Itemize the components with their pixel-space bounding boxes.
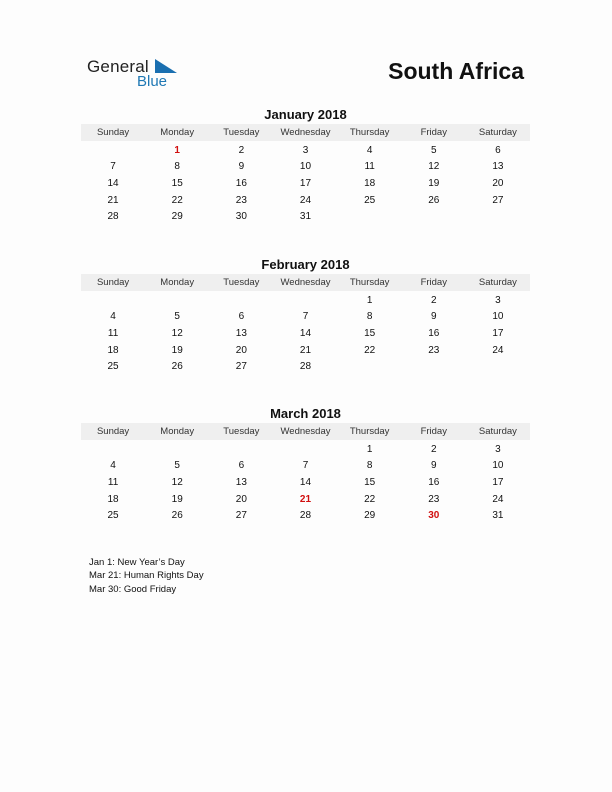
day-cell: 1 (366, 443, 373, 455)
day-cell: 19 (171, 493, 183, 505)
week-row (81, 325, 530, 342)
day-cell: 4 (366, 144, 373, 156)
day-cell: 28 (299, 510, 312, 522)
day-cell: 7 (302, 311, 309, 323)
weekday-label: Wednesday (280, 127, 331, 138)
weekday-header-row (81, 274, 530, 291)
day-cell: 25 (107, 361, 119, 373)
week-row (81, 441, 530, 458)
day-cell: 28 (107, 211, 119, 223)
day-cell: 8 (366, 311, 373, 323)
day-cell: 22 (364, 344, 376, 356)
day-cell: 4 (110, 311, 116, 323)
day-cell: 5 (174, 311, 180, 323)
day-cell: 24 (492, 493, 504, 505)
day-cell: 15 (364, 476, 376, 488)
day-cell: 24 (299, 194, 312, 206)
weekday-label: Monday (160, 127, 195, 138)
day-cell: 22 (171, 194, 183, 206)
week-row (81, 358, 530, 375)
day-cell: 27 (235, 361, 247, 373)
day-cell: 17 (299, 177, 312, 189)
day-cell: 28 (299, 361, 312, 373)
day-cell: 30 (235, 211, 247, 223)
day-cell: 20 (235, 493, 247, 505)
day-cell: 10 (492, 311, 504, 323)
day-cell: 25 (107, 510, 119, 522)
week-row (81, 292, 530, 309)
day-cell: 31 (492, 510, 504, 522)
day-cell: 6 (238, 460, 245, 472)
day-cell: 18 (107, 344, 119, 356)
weekday-label: Friday (420, 127, 447, 138)
week-row (81, 491, 530, 508)
day-cell: 19 (428, 177, 440, 189)
weekday-label: Thursday (349, 426, 390, 437)
day-cell: 22 (364, 493, 376, 505)
weekday-label: Wednesday (280, 426, 331, 437)
day-cell: 26 (171, 510, 183, 522)
day-cell: 12 (171, 476, 183, 488)
day-cell: 16 (235, 177, 247, 189)
weekday-label: Thursday (349, 127, 390, 138)
day-cell: 23 (428, 493, 440, 505)
holiday-list-item: Jan 1: New Year’s Day (89, 557, 185, 568)
day-cell: 16 (428, 327, 440, 339)
day-cell: 12 (428, 161, 440, 173)
holiday-day-cell: 30 (428, 510, 440, 522)
logo-word-blue: Blue (137, 73, 168, 90)
weekday-label: Saturday (478, 127, 517, 138)
weekday-label: Sunday (96, 426, 130, 437)
day-cell: 9 (430, 311, 437, 323)
day-cell: 27 (235, 510, 247, 522)
holiday-day-cell: 21 (299, 493, 312, 505)
day-cell: 19 (171, 344, 183, 356)
logo-word-general: General (87, 57, 149, 76)
day-cell: 14 (299, 476, 312, 488)
weekday-label: Friday (420, 426, 447, 437)
weekday-label: Monday (160, 277, 195, 288)
logo-triangle-icon (155, 59, 177, 73)
weekday-label: Sunday (96, 277, 130, 288)
weekday-header-row (81, 124, 530, 141)
general-blue-logo (87, 57, 187, 93)
day-cell: 3 (495, 294, 501, 306)
weekday-label: Sunday (96, 127, 130, 138)
weekday-label: Tuesday (223, 277, 260, 288)
weekday-label: Monday (160, 426, 195, 437)
day-cell: 8 (174, 161, 180, 173)
month-title: March 2018 (270, 406, 341, 421)
day-cell: 11 (364, 161, 375, 173)
day-cell: 9 (238, 161, 245, 173)
week-row (81, 474, 530, 491)
holiday-list (89, 556, 204, 596)
day-cell: 21 (107, 194, 119, 206)
month-calendar (81, 106, 530, 225)
day-cell: 18 (364, 177, 376, 189)
holiday-list-item: Mar 21: Human Rights Day (89, 570, 204, 582)
week-row (81, 458, 530, 475)
day-cell: 27 (492, 194, 504, 206)
day-cell: 15 (171, 177, 183, 189)
day-cell: 11 (107, 476, 119, 488)
day-cell: 2 (430, 294, 437, 306)
holiday-day-cell: 1 (174, 144, 180, 156)
week-row (81, 507, 530, 524)
day-cell: 13 (492, 161, 504, 173)
weekday-label: Saturday (478, 426, 517, 437)
day-cell: 10 (299, 161, 312, 173)
day-cell: 6 (495, 144, 501, 156)
day-cell: 21 (299, 344, 312, 356)
day-cell: 13 (235, 476, 247, 488)
weekday-label: Thursday (349, 277, 390, 288)
day-cell: 13 (235, 327, 247, 339)
day-cell: 15 (364, 327, 376, 339)
day-cell: 16 (428, 476, 440, 488)
week-row (81, 159, 530, 176)
day-cell: 18 (107, 493, 119, 505)
day-cell: 6 (238, 311, 245, 323)
day-cell: 1 (366, 294, 373, 306)
day-cell: 2 (238, 144, 245, 156)
country-title: South Africa (388, 58, 524, 84)
day-cell: 5 (174, 460, 180, 472)
weekday-label: Saturday (478, 277, 517, 288)
day-cell: 23 (235, 194, 247, 206)
holiday-list-item: Mar 30: Good Friday (89, 583, 177, 595)
day-cell: 5 (430, 144, 437, 156)
weekday-label: Friday (420, 277, 447, 288)
week-row (81, 142, 530, 159)
month-calendar (81, 405, 530, 524)
day-cell: 3 (302, 144, 309, 156)
day-cell: 9 (430, 460, 437, 472)
day-cell: 26 (428, 194, 440, 206)
weekday-label: Wednesday (280, 277, 331, 288)
week-row (81, 175, 530, 192)
week-row (81, 342, 530, 359)
day-cell: 17 (492, 476, 504, 488)
day-cell: 14 (107, 177, 119, 189)
week-row (81, 208, 530, 225)
day-cell: 3 (495, 443, 501, 455)
week-row (81, 309, 530, 326)
day-cell: 20 (492, 177, 504, 189)
day-cell: 20 (235, 344, 247, 356)
day-cell: 14 (299, 327, 312, 339)
day-cell: 12 (171, 327, 183, 339)
day-cell: 29 (364, 510, 376, 522)
day-cell: 8 (366, 460, 373, 472)
day-cell: 25 (364, 194, 376, 206)
day-cell: 7 (302, 460, 309, 472)
day-cell: 4 (110, 460, 116, 472)
weekday-label: Tuesday (223, 426, 260, 437)
day-cell: 2 (430, 443, 437, 455)
month-calendar (81, 256, 530, 375)
day-cell: 17 (492, 327, 504, 339)
day-cell: 11 (107, 327, 119, 339)
weekday-header-row (81, 423, 530, 440)
day-cell: 26 (171, 361, 183, 373)
weekday-label: Tuesday (223, 127, 260, 138)
month-title: February 2018 (261, 257, 350, 272)
day-cell: 31 (299, 211, 312, 223)
week-row (81, 192, 530, 209)
day-cell: 29 (171, 211, 183, 223)
day-cell: 23 (428, 344, 440, 356)
month-title: January 2018 (264, 107, 347, 122)
day-cell: 24 (492, 344, 504, 356)
day-cell: 10 (492, 460, 504, 472)
day-cell: 7 (110, 161, 116, 173)
